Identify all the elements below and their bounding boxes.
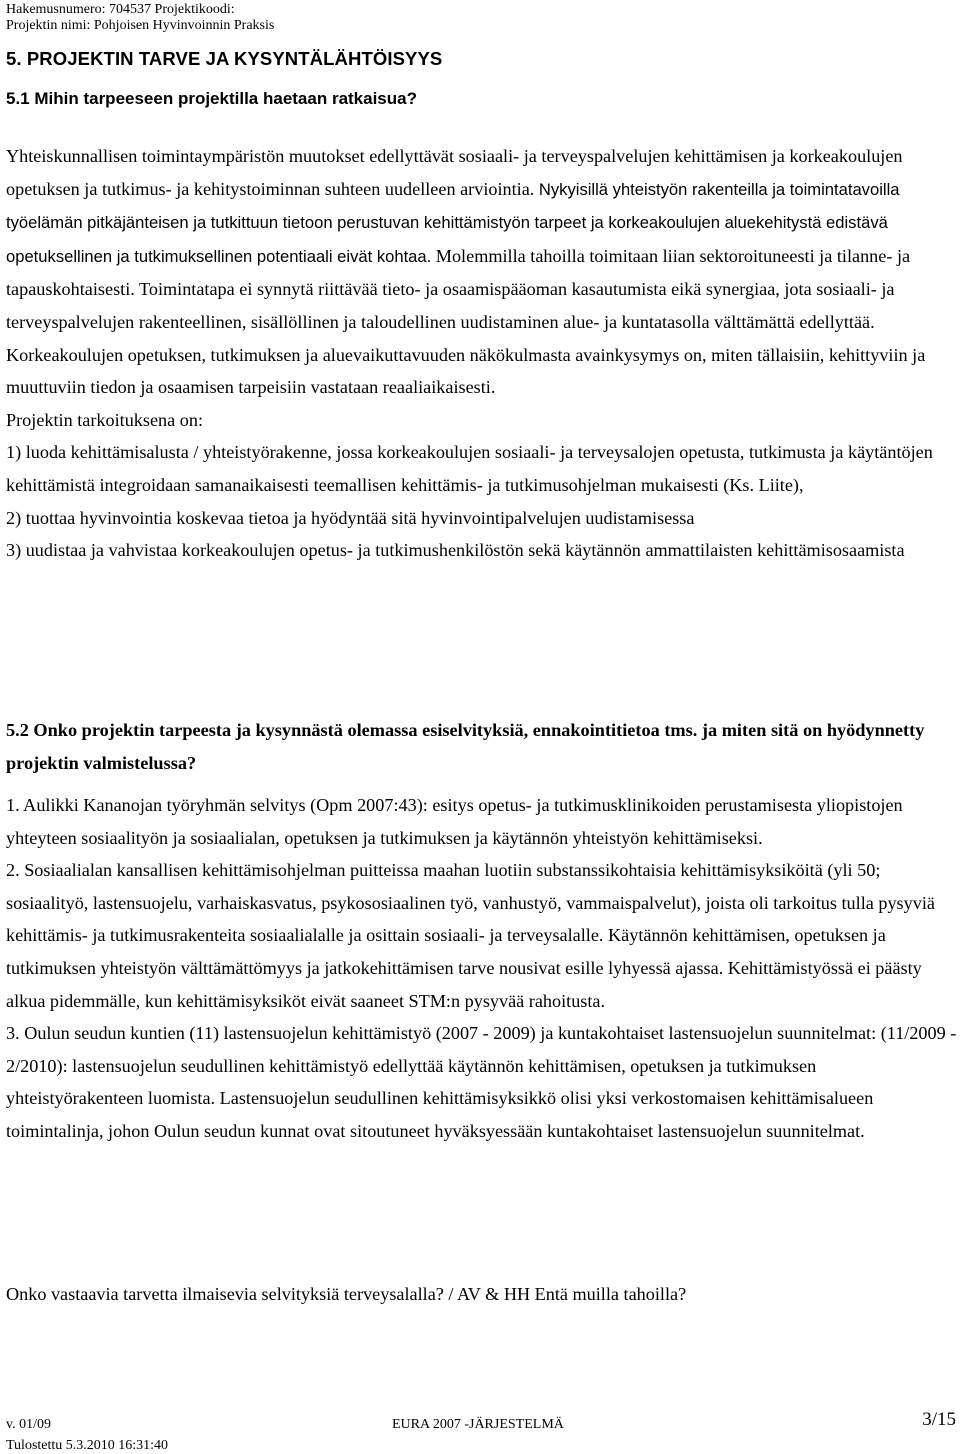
need-paragraph-rest: Molemmilla tahoilla toimitaan liian sektoroituneesti ja tilanne- ja tapauskohtaisesti. Toimintatapa ei synnytä riittävää tieto- ja osaamispääoman kasautumista eikä synergiaa, jota sosiaali- ja terveyspalvelujen rakenteellinen, sisällöllinen ja taloudellinen uudistaminen alue- ja kuntatasolla välttämättä edellyttää. Korkeakoulujen opetuksen, tutkimuksen ja aluevaikuttavuuden näkökulmasta avainkysymys on, miten tällaisiin, kehittyviin ja muuttuviin tiedon ja osaamisen tarpeisiin vastataan reaaliaikaisesti. — [6, 245, 926, 398]
footer-printed-timestamp: Tulostettu 5.3.2010 16:31:40 — [6, 1438, 169, 1453]
footer-system: EURA 2007 -JÄRJESTELMÄ — [392, 1417, 564, 1432]
header-project-name: Projektin nimi: Pohjoisen Hyvinvoinnin Praksis — [6, 18, 275, 33]
aim-item: 3) uudistaa ja vahvistaa korkeakoulujen opetus- ja tutkimushenkilöstön sekä käytännön ammattilaisten kehittämisosaamista — [6, 540, 905, 561]
aim-item: 2) tuottaa hyvinvointia koskevaa tietoa ja hyödyntää sitä hyvinvointipalvelujen uudistamisessa — [6, 507, 695, 528]
need-paragraph-sans: Nykyisillä yhteistyön rakenteilla ja toimintatavoilla työelämän pitkäjänteisen ja tutkittuun tietoon perustuvan kehittämistyön tarpeet ja korkeakoulujen aluekehitystä edistävä opetuksellinen ja tutkimuksellinen potentiaali eivät kohtaa. — [6, 179, 900, 266]
aim-intro: Projektin tarkoituksena on: — [6, 409, 203, 430]
section-title: 5. PROJEKTIN TARVE JA KYSYNTÄLÄHTÖISYYS — [6, 48, 443, 69]
closing-question: Onko vastaavia tarvetta ilmaisevia selvityksiä terveysalalla? / AV & HH Entä muilla tahoilla? — [6, 1284, 687, 1304]
study-item: 2. Sosiaalialan kansallisen kehittämisohjelman puitteissa maahan luotiin substanssikohtaisia kehittämisyksiköitä (yli 50; sosiaalityö, lastensuojelu, varhaiskasvatus, psykososiaalinen työ, vanhustyö, vammaispalvelut), joista oli tarkoitus tulla pysyviä kehittämis- ja tutkimusrakenteita sosiaalialalle ja osittain sosiaali- ja terveysalalle. Käytännön kehittämisen, opetuksen ja tutkimuksen yhteistyön välttämättömyys ja jatkokehittämisen tarve nousivat esille lyhyessä ajassa. Kehittämistyössä ei päästy alkua pidemmälle, kun kehittämisyksiköt eivät saaneet STM:n pysyvää rahoitusta. — [6, 860, 935, 1011]
need-paragraph-intro: Yhteiskunnallisen toimintaympäristön muutokset edellyttävät sosiaali- ja terveyspalvelujen kehittämisen ja korkeakoulujen opetuksen ja tutkimus- ja kehitystoiminnan suhteen uudelleen arviointia. — [6, 146, 903, 199]
question-5-1-title: 5.1 Mihin tarpeeseen projektilla haetaan ratkaisua? — [6, 89, 417, 108]
study-item: 1. Aulikki Kananojan työryhmän selvitys (Opm 2007:43): esitys opetus- ja tutkimusklinikoiden perustamisesta yliopistojen yhteyteen sosiaalityön ja sosiaalialan, opetuksen ja tutkimuksen ja käytännön yhteistyön kehittämiseksi. — [6, 795, 903, 848]
footer-version: v. 01/09 — [6, 1417, 51, 1432]
question-5-2-body — [6, 789, 958, 1148]
question-5-1-body — [6, 140, 958, 567]
footer-page-number: 3/15 — [922, 1409, 956, 1430]
aim-item: 1) luoda kehittämisalusta / yhteistyörakenne, jossa korkeakoulujen sosiaali- ja terveysalojen opetusta, tutkimusta ja käytäntöjen kehittämistä integroidaan samanaikaisesti teemallisen kehittämis- ja tutkimusohjelman mukaisesti (Ks. Liite), — [6, 442, 933, 495]
header-application-number: Hakemusnumero: 704537 Projektikoodi: — [6, 2, 235, 17]
need-paragraph — [6, 140, 958, 404]
question-5-2-title: 5.2 Onko projektin tarpeesta ja kysynnästä olemassa esiselvityksiä, ennakointitietoa tms. ja miten sitä on hyödynnetty projektin valmistelussa? — [6, 720, 925, 773]
study-item: 3. Oulun seudun kuntien (11) lastensuojelun kehittämistyö (2007 - 2009) ja kuntakohtaiset lastensuojelun suunnitelmat: (11/2009 - 2/2010): lastensuojelun seudullinen kehittämistyö edellyttää käytännön kehittämisen, opetuksen ja tutkimuksen yhteistyörakenteen luomista. Lastensuojelun seudullinen kehittämisyksikkö olisi yksi verkostomaisen kehittämisalueen toimintalinja, johon Oulun seudun kunnat ovat sitoutuneet hyväksyessään kuntakohtaiset lastensuojelun suunnitelmat. — [6, 1023, 957, 1141]
